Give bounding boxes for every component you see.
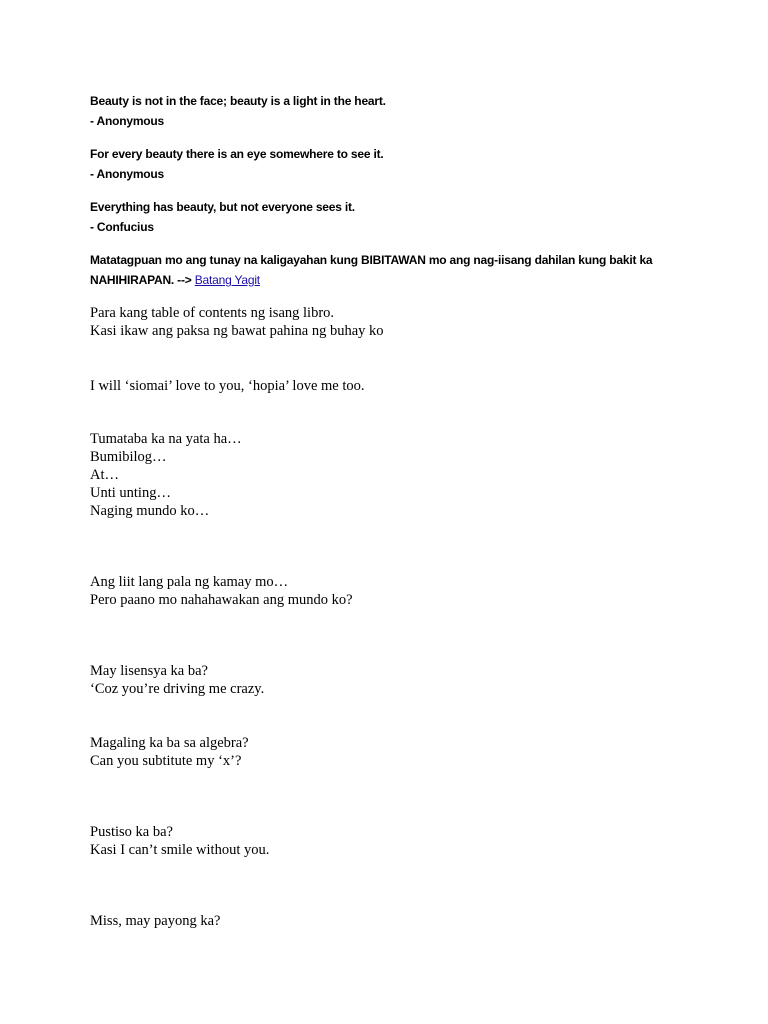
quote-block — [90, 91, 690, 131]
quote-block — [90, 197, 690, 237]
line-text: At… — [90, 467, 119, 483]
line-text: Naging mundo ko… — [90, 503, 210, 519]
line-text: Bumibilog… — [90, 449, 167, 465]
quote-text: For every beauty there is an eye somewhere to see it. — [90, 147, 384, 161]
pickup-line — [90, 573, 690, 609]
pickup-line — [90, 377, 690, 395]
quote-author: - Anonymous — [90, 114, 165, 128]
line-text: Pustiso ka ba? — [90, 824, 173, 840]
pickup-line — [90, 430, 690, 520]
quote-author: - Confucius — [90, 220, 154, 234]
batang-yagit-link[interactable]: Batang Yagit — [194, 273, 260, 287]
quote-author: - Anonymous — [90, 167, 165, 181]
quote-block — [90, 144, 690, 184]
line-text: Magaling ka ba sa algebra? — [90, 735, 249, 751]
tagalog-quote-text: Matatagpuan mo ang tunay na kaligayahan kung BIBITAWAN mo ang nag-iisang dahilan kung bakit ka NAHIHIRAPAN. --> — [90, 253, 653, 287]
line-text: Kasi I can’t smile without you. — [90, 842, 270, 858]
line-text: ‘Coz you’re driving me crazy. — [90, 681, 265, 697]
pickup-line — [90, 662, 690, 698]
line-text: Tumataba ka na yata ha… — [90, 431, 242, 447]
quote-text: Everything has beauty, but not everyone sees it. — [90, 200, 355, 214]
line-text: I will ‘siomai’ love to you, ‘hopia’ love me too. — [90, 378, 365, 394]
pickup-line — [90, 304, 690, 340]
line-text: Miss, may payong ka? — [90, 913, 221, 929]
line-text: Kasi ikaw ang paksa ng bawat pahina ng buhay ko — [90, 323, 384, 339]
line-text: Unti unting… — [90, 485, 171, 501]
pickup-line — [90, 912, 690, 930]
quote-text: Beauty is not in the face; beauty is a light in the heart. — [90, 94, 386, 108]
tagalog-quote-paragraph — [90, 250, 680, 290]
line-text: Can you subtitute my ‘x’? — [90, 753, 242, 769]
line-text: Ang liit lang pala ng kamay mo… — [90, 574, 289, 590]
line-text: Pero paano mo nahahawakan ang mundo ko? — [90, 592, 353, 608]
pickup-line — [90, 823, 690, 859]
pickup-line — [90, 734, 690, 770]
line-text: May lisensya ka ba? — [90, 663, 208, 679]
tagalog-quote — [90, 250, 690, 290]
line-text: Para kang table of contents ng isang libro. — [90, 305, 335, 321]
